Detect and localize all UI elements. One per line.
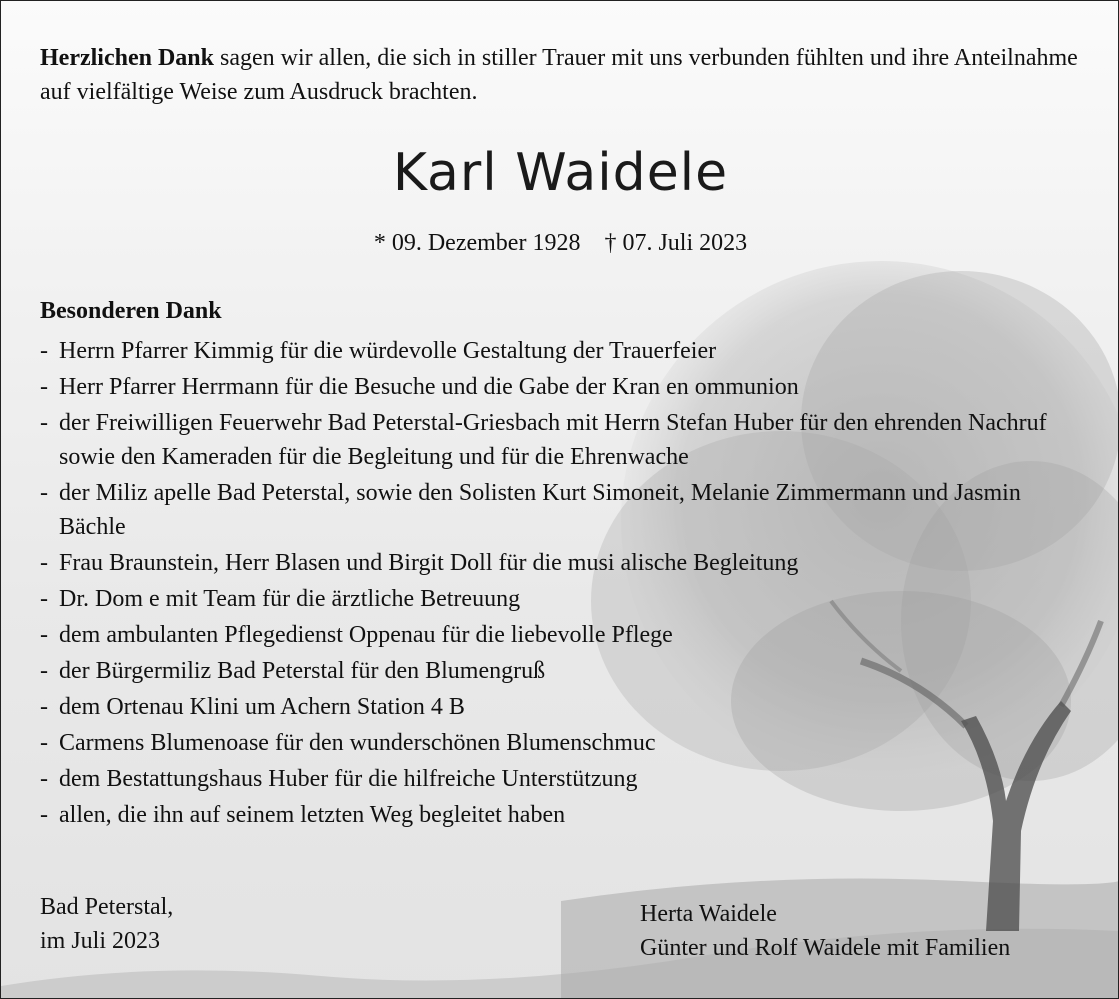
thanks-item: - der Bürgermiliz Bad Peterstal für den Blumengruß (40, 658, 546, 684)
thanks-item: - Herr Pfarrer Herrmann für die Besuche und die Gabe der Kran en ommunion (40, 374, 799, 400)
thanks-item: - Herrn Pfarrer Kimmig für die würdevolle Gestaltung der Trauerfeier (40, 338, 717, 364)
thanks-item: - Carmens Blumenoase für den wunderschönen Blumenschmuc (40, 730, 656, 756)
thanks-item: - Dr. Dom e mit Team für die ärztliche Betreuung (40, 586, 521, 612)
birth-date: * 09. Dezember 1928 (373, 230, 581, 256)
family-signature (640, 897, 1010, 965)
thanks-item: - Frau Braunstein, Herr Blasen und Birgit Doll für die musi alische Begleitung (40, 550, 799, 576)
thanks-item: - dem Bestattungshaus Huber für die hilfreiche Unterstützung (40, 766, 638, 792)
place: Bad Peterstal, (40, 894, 174, 920)
intro-paragraph (40, 41, 1080, 109)
intro-text: sagen wir allen, die sich in stiller Trauer mit uns verbunden fühlten und ihre Anteilnahme auf vielfältige Weise zum Ausdruck brachten. (40, 45, 1078, 105)
thanks-item: - dem Ortenau Klini um Achern Station 4 B (40, 694, 465, 720)
closing-date: im Juli 2023 (40, 928, 161, 954)
thanks-item: - der Freiwilligen Feuerwehr Bad Peterstal-Griesbach mit Herrn Stefan Huber für den ehrenden Nachruf sowie den Kameraden für die Begleitung und für die Ehrenwache (40, 410, 1047, 470)
death-date: † 07. Juli 2023 (604, 230, 748, 256)
thanks-item: - allen, die ihn auf seinem letzten Weg begleitet haben (40, 802, 566, 828)
family-line-2: Günter und Rolf Waidele mit Familien (640, 935, 1011, 961)
family-line-1: Herta Waidele (640, 901, 777, 927)
life-dates (1, 230, 1119, 257)
thanks-heading: Besonderen Dank (40, 298, 222, 324)
place-and-date (40, 890, 173, 958)
thanks-item: - dem ambulanten Pflegedienst Oppenau für die liebevolle Pflege (40, 622, 673, 648)
thanks-list (40, 334, 1090, 834)
deceased-name: Karl Waidele (392, 143, 729, 203)
intro-bold: Herzlichen Dank (40, 45, 214, 71)
thanks-item: - der Miliz apelle Bad Peterstal, sowie den Solisten Kurt Simoneit, Melanie Zimmermann und Jasmin Bächle (40, 480, 1021, 540)
